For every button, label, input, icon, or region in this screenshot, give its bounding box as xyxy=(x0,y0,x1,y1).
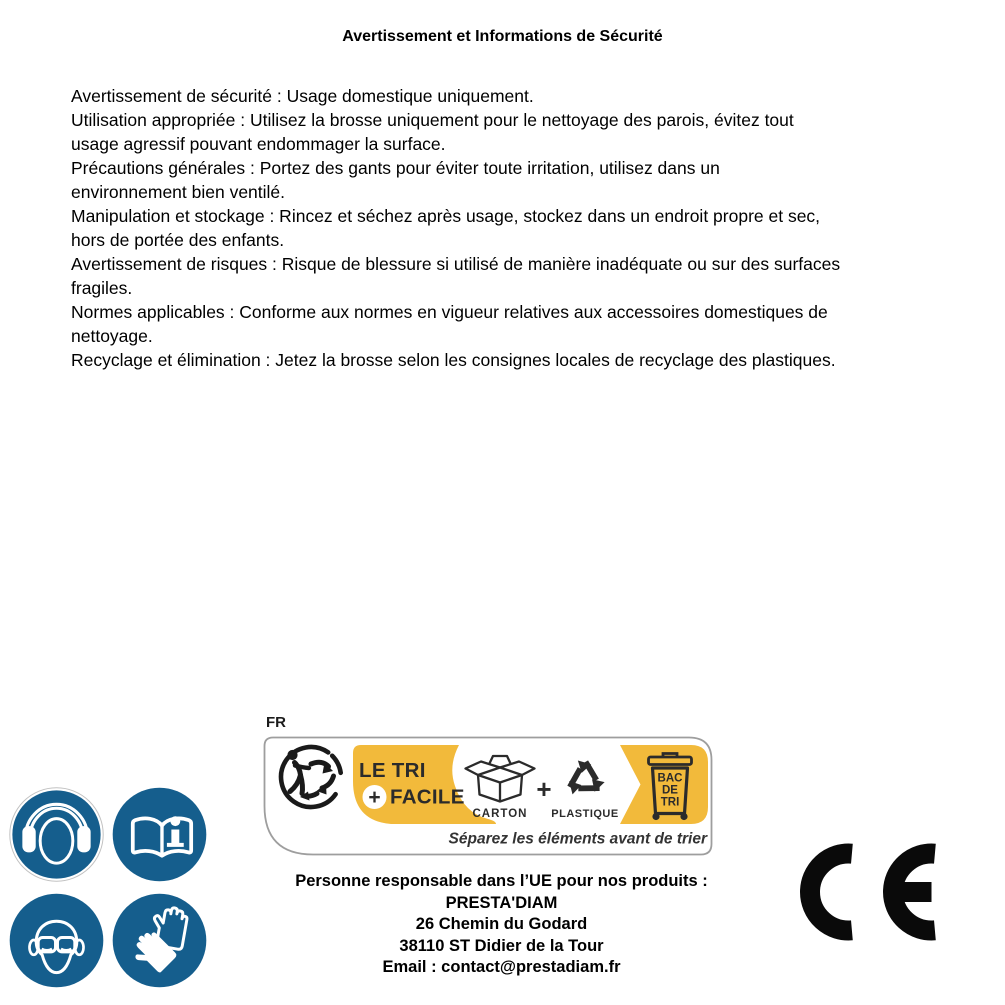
bin-label-line: BAC xyxy=(657,772,683,785)
safety-text-line: Avertissement de sécurité : Usage domestique uniquement. xyxy=(71,86,534,106)
ce-mark-icon xyxy=(798,842,940,942)
plus-sign: + xyxy=(368,786,381,809)
safety-text-line: nettoyage. xyxy=(71,326,153,346)
company-name: PRESTA'DIAM xyxy=(445,893,558,912)
address-line: 26 Chemin du Godard xyxy=(415,915,588,933)
safety-text-line: usage agressif pouvant endommager la surface. xyxy=(71,134,446,154)
responsible-line: Personne responsable dans l’UE pour nos produits : xyxy=(295,872,708,890)
wear-ear-protection-icon xyxy=(9,787,104,882)
safety-text-line: hors de portée des enfants. xyxy=(71,230,285,250)
safety-text-line: environnement bien ventilé. xyxy=(71,182,286,202)
fr-country-label: FR xyxy=(266,714,286,731)
safety-text-line: Précautions générales : Portez des gants pour éviter toute irritation, utilisez dans un xyxy=(71,158,720,178)
address-line: 38110 ST Didier de la Tour xyxy=(399,936,604,955)
page-title: Avertissement et Informations de Sécurité xyxy=(342,28,663,45)
infotri-headline-bottom: FACILE xyxy=(390,785,465,809)
bin-label-line: DE xyxy=(662,784,678,797)
infotri-headline-top: LE TRI xyxy=(359,759,426,782)
safety-text-line: Recyclage et élimination : Jetez la brosse selon les consignes locales de recyclage des plastiques. xyxy=(71,350,836,370)
infotri-footer-text: Séparez les éléments avant de trier xyxy=(448,830,707,848)
carton-label: CARTON xyxy=(472,808,528,820)
safety-text-block xyxy=(71,84,981,372)
safety-text-line: fragiles. xyxy=(71,278,133,298)
wear-eye-protection-icon xyxy=(9,893,104,988)
safety-text-line: Manipulation et stockage : Rincez et séchez après usage, stockez dans un endroit propre et sec, xyxy=(71,206,821,226)
plastique-label: PLASTIQUE xyxy=(551,808,619,820)
materials-plus-sign: + xyxy=(536,774,552,804)
infotri-recycling-label xyxy=(263,736,713,856)
read-instruction-manual-icon xyxy=(112,787,207,882)
bin-label-line: TRI xyxy=(660,796,680,809)
email-line: Email : contact@prestadiam.fr xyxy=(382,958,621,976)
responsible-person-block xyxy=(188,871,815,979)
safety-text-line: Avertissement de risques : Risque de blessure si utilisé de manière inadéquate ou sur des surfaces xyxy=(71,254,841,274)
safety-text-line: Normes applicables : Conforme aux normes en vigueur relatives aux accessoires domestiques de xyxy=(71,302,828,322)
safety-text-line: Utilisation appropriée : Utilisez la brosse uniquement pour le nettoyage des parois, évitez tout xyxy=(71,110,794,130)
